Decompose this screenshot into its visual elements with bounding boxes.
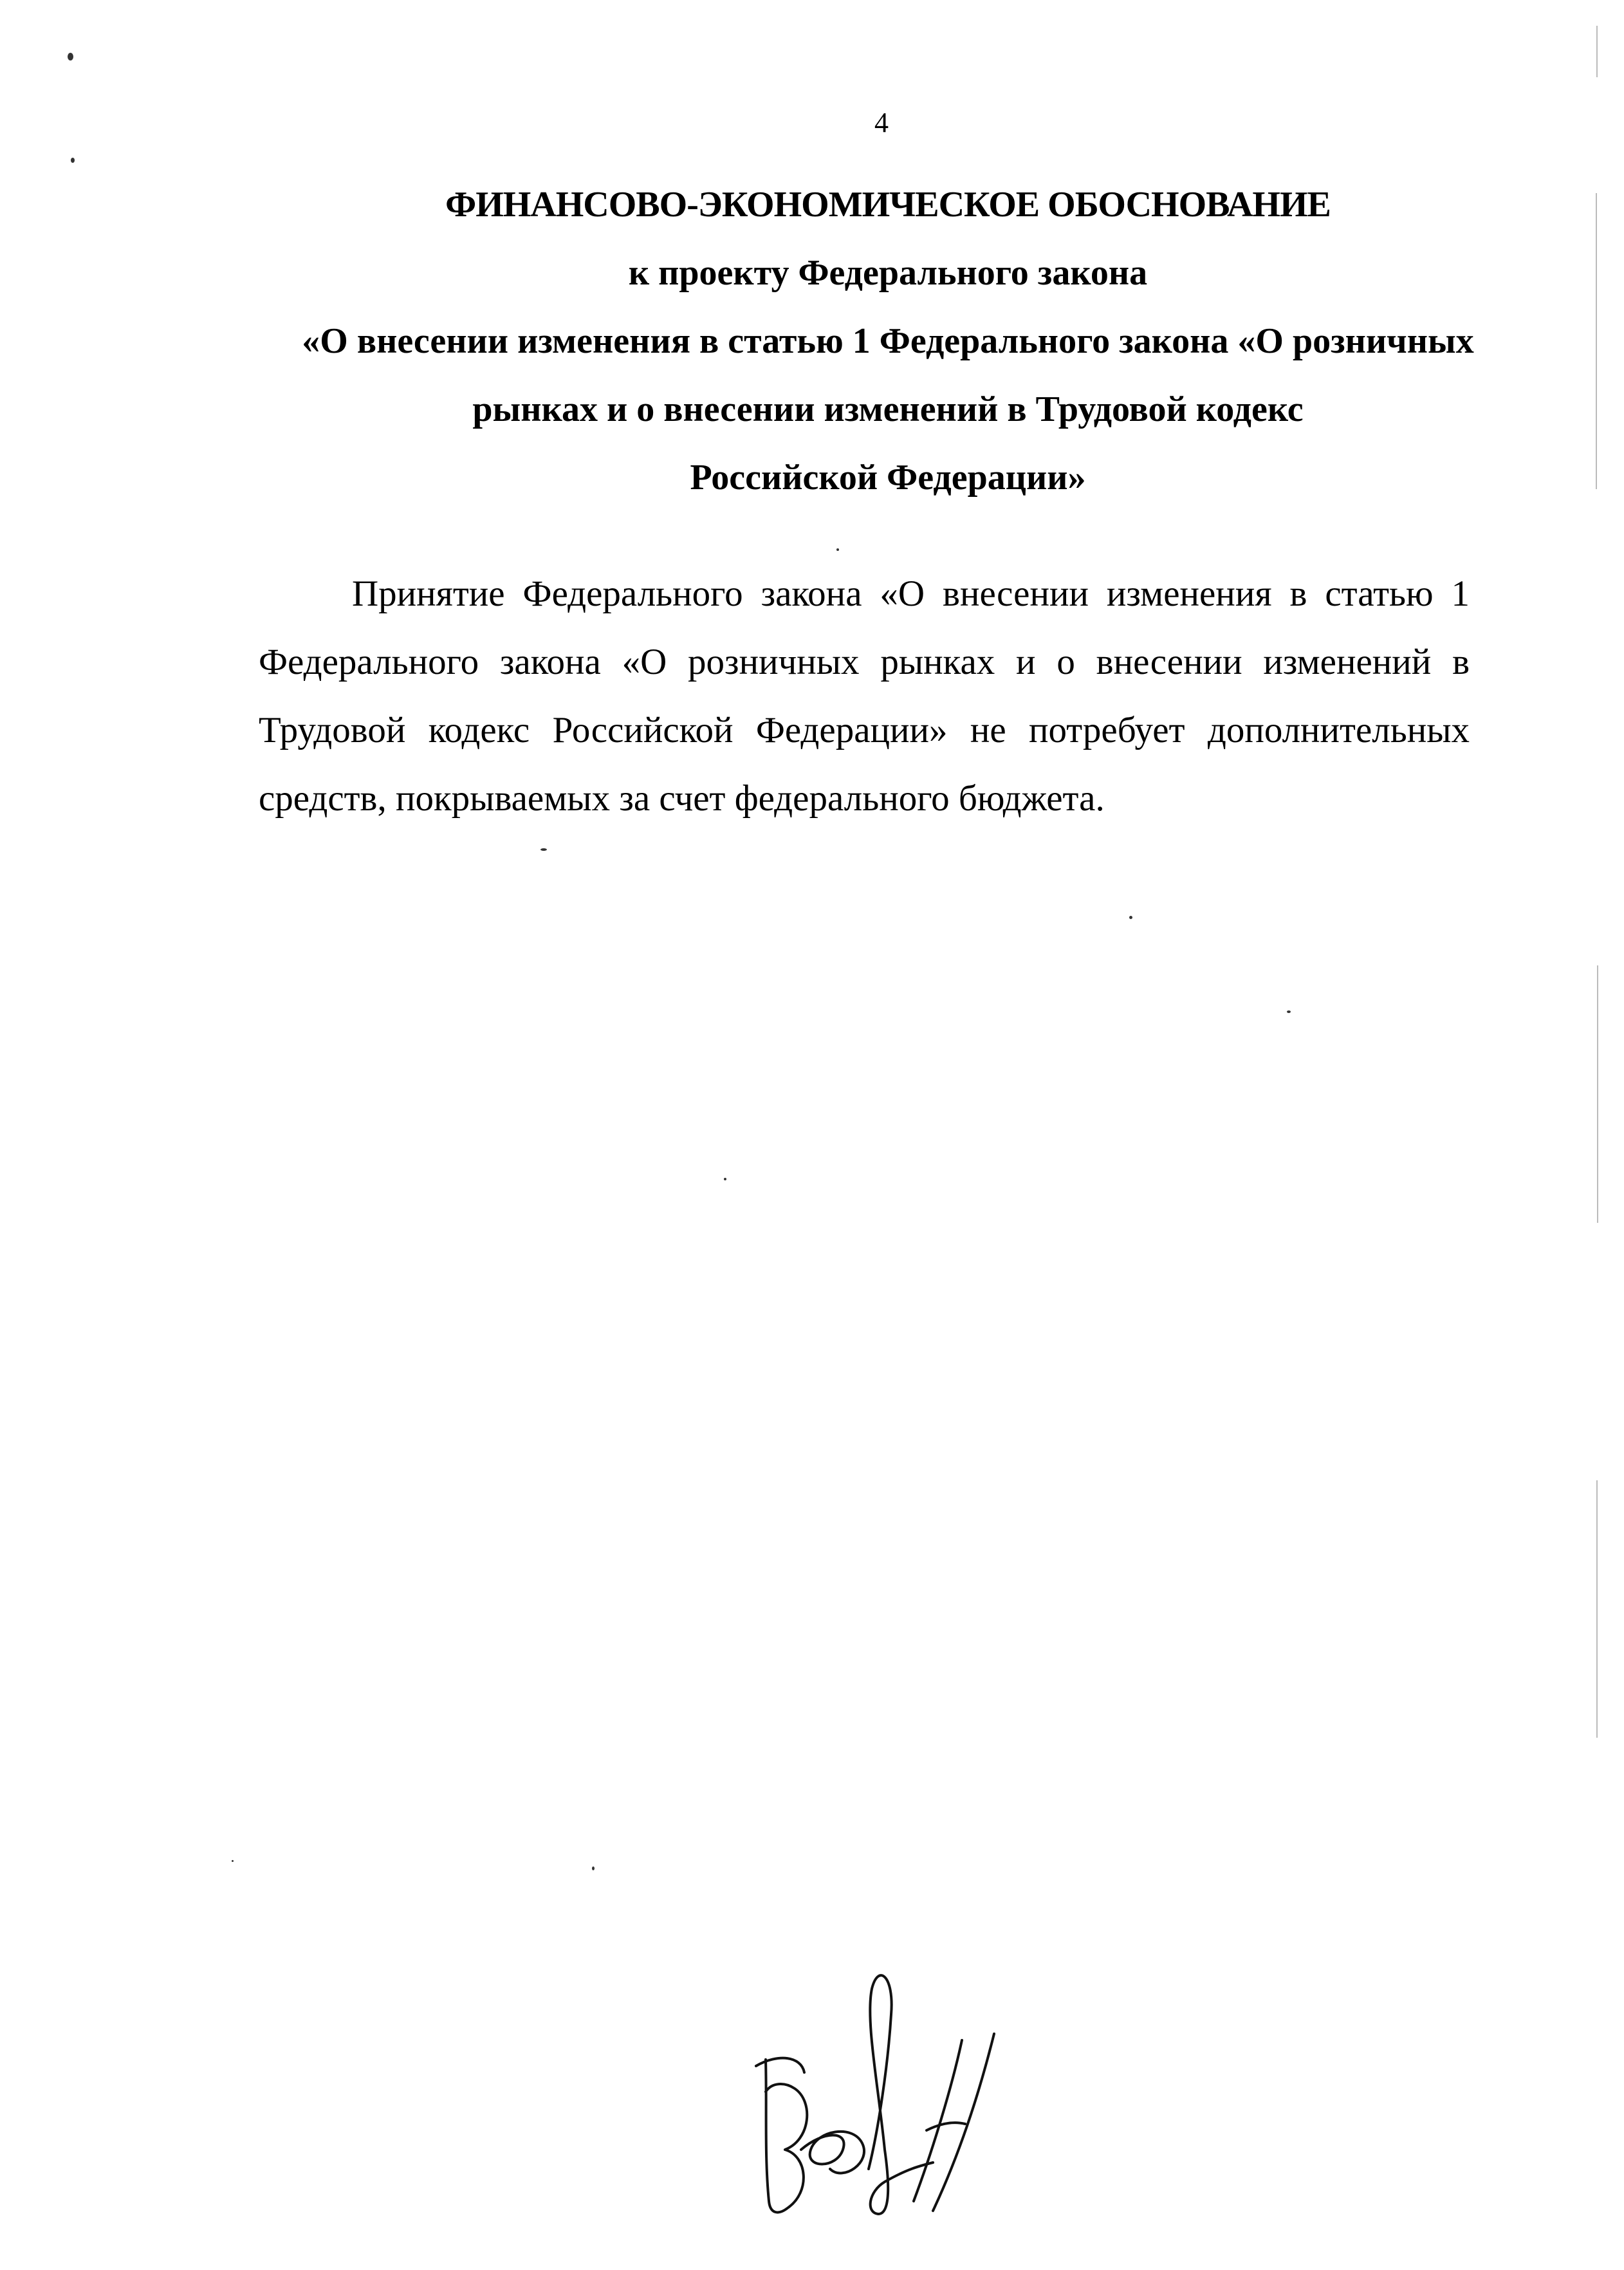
body-paragraph: Принятие Федерального закона «О внесении изменения в статью 1 Федерального закона «О розничных рынках и о внесении изменений в Трудовой кодекс Российской Федерации» не потребует дополнительных средств, покрываемых за счет федерального бюджета. <box>259 573 1470 819</box>
scan-speck <box>232 1860 234 1862</box>
scan-speck <box>1287 1010 1291 1013</box>
page-number: 4 <box>874 107 889 138</box>
scan-speck <box>71 158 75 163</box>
title-law-name-line-3: Российской Федерации» <box>690 458 1086 498</box>
title-law-name-line-1: «О внесении изменения в статью 1 Федерального закона «О розничных <box>302 321 1474 361</box>
scan-speck <box>1129 916 1132 919</box>
scan-speck <box>836 548 839 551</box>
scan-speck <box>540 848 547 851</box>
scan-speck <box>592 1866 595 1870</box>
title-law-name-line-2: рынках и о внесении изменений в Трудовой кодекс <box>472 389 1304 429</box>
scan-speck <box>68 53 73 60</box>
document-title <box>245 171 1531 512</box>
scan-edge-noise <box>1594 0 1600 2270</box>
scan-speck <box>724 1178 726 1180</box>
title-heading: ФИНАНСОВО-ЭКОНОМИЧЕСКОЕ ОБОСНОВАНИЕ <box>445 185 1331 225</box>
title-subheading: к проекту Федерального закона <box>628 253 1148 293</box>
signature-icon <box>740 1937 1017 2227</box>
